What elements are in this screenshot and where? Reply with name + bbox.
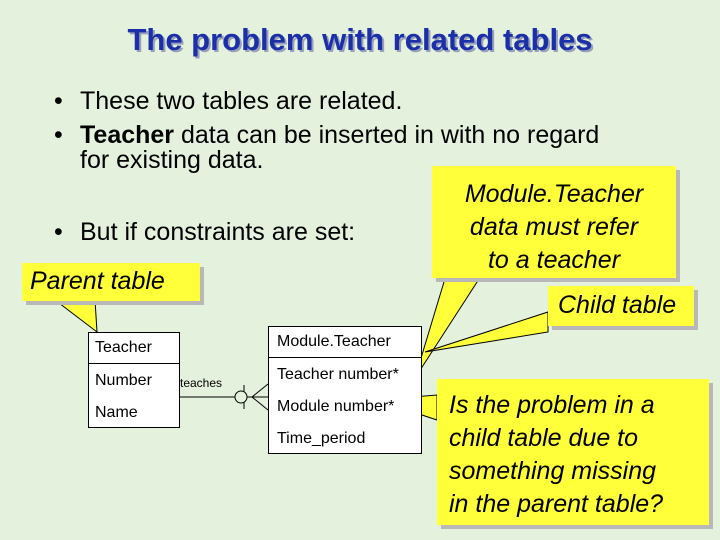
teacher-table [88, 332, 180, 428]
question-line-3: something missing [449, 457, 657, 485]
teacher-table-divider [89, 363, 179, 364]
question-line-1: Is the problem in a [449, 391, 655, 419]
module-row: Module number* [277, 398, 395, 415]
module-row: Teacher number* [277, 366, 399, 383]
parent-table-callout [22, 263, 200, 301]
slide-title: The problem with related tables [127, 22, 593, 57]
module-callout-pointer [415, 262, 490, 378]
module-table-divider [269, 357, 421, 358]
callout-line-3: to a teacher [487, 246, 621, 274]
child-table-label: Child table [558, 291, 677, 319]
bullet-dot: • [54, 121, 63, 149]
callout-line-2: data must refer [469, 213, 639, 241]
bullet-3-text: But if constraints are set: [80, 218, 356, 246]
question-callout [437, 379, 709, 525]
callout-line-1: Module.Teacher [464, 180, 644, 208]
bullet-2-line2: for existing data. [80, 146, 264, 174]
optional-circle [235, 391, 247, 403]
parent-table-label: Parent table [30, 267, 165, 295]
relationship-label: teaches [180, 376, 223, 390]
crowfoot-top [252, 384, 268, 397]
module-teacher-table [268, 326, 422, 454]
question-line-2: child table due to [449, 424, 639, 452]
bullet-2-bold: Teacher [80, 121, 175, 149]
teacher-table-title: Teacher [95, 339, 152, 356]
bullet-dot: • [54, 87, 63, 115]
teacher-row: Name [95, 404, 138, 421]
module-table-title: Module.Teacher [277, 333, 391, 350]
child-table-callout [548, 286, 694, 326]
module-row: Time_period [277, 430, 366, 447]
bullet-1-text: These two tables are related. [80, 87, 403, 115]
bullet-dot: • [54, 218, 63, 246]
teacher-row: Number [95, 372, 152, 389]
module-teacher-callout [432, 166, 676, 278]
bullet-2-text: data can be inserted in with no regard [174, 121, 600, 149]
parent-callout-pointer [55, 300, 97, 332]
crowfoot-bottom [252, 397, 268, 410]
question-line-4: in the parent table? [449, 490, 664, 518]
